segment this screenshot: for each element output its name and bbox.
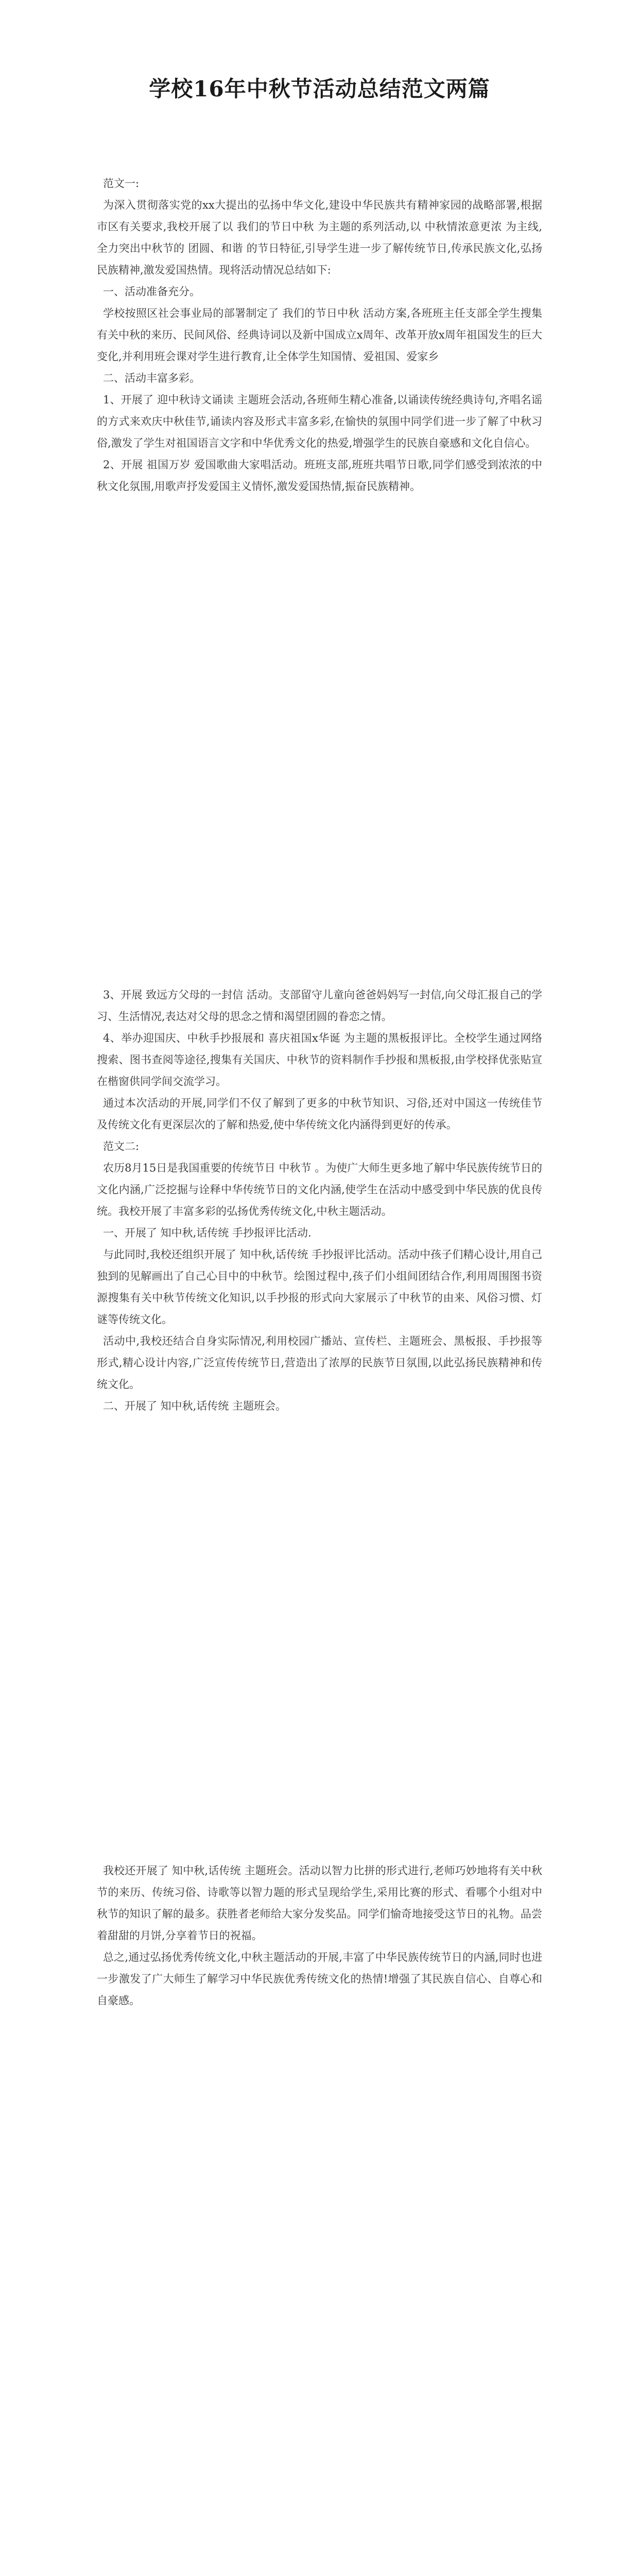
section2-part-b xyxy=(97,1860,542,2011)
section1-paragraph-2: 1、开展了 迎中秋诗文诵读 主题班会活动,各班师生精心准备,以诵读传统经典诗句,齐唱名谣的方式来欢庆中秋佳节,诵读内容及形式丰富多彩,在愉快的氛围中同学们进一步了解了中秋习俗,激发了学生对祖国语言文字和中华优秀文化的热爱,增强学生的民族自豪感和文化自信心。 xyxy=(97,394,542,449)
section1-heading-2: 二、活动丰富多彩。 xyxy=(103,372,200,384)
document-title: 学校16年中秋节活动总结范文两篇 xyxy=(149,76,490,101)
section2-label: 范文二: xyxy=(103,1140,140,1153)
section1-paragraph-1: 学校按照区社会事业局的部署制定了 我们的节日中秋 活动方案,各班班主任支部全学生搜集有关中秋的来历、民间风俗、经典诗词以及新中国成立x周年、改革开放x周年祖国发生的巨大变化,并利用班会课对学生进行教育,让全体学生知国情、爱祖国、爱家乡 xyxy=(97,307,542,363)
section1-paragraph-5: 4、举办迎国庆、中秋手抄报展和 喜庆祖国x华诞 为主题的黑板报评比。全校学生通过网络搜索、图书查阅等途径,搜集有关国庆、中秋节的资料制作手抄报和黑板报,由学校择优张贴宣在楷窗供同学间交流学习。 xyxy=(97,1032,542,1088)
section1-part-a xyxy=(97,173,542,497)
section2-heading-2: 二、开展了 知中秋,话传统 主题班会。 xyxy=(103,1400,287,1412)
section1-part-b xyxy=(97,984,542,1417)
section2-intro: 农历8月15日是我国重要的传统节日 中秋节 。为使广大师生更多地了解中华民族传统节日的文化内涵,广泛挖掘与诠释中华传统节日的文化内涵,使学生在活动中感受到中华民族的优良传统。我校开展了丰富多彩的弘扬优秀传统文化,中秋主题活动。 xyxy=(97,1162,542,1217)
section2-paragraph-4: 总之,通过弘扬优秀传统文化,中秋主题活动的开展,丰富了中华民族传统节日的内涵,同时也进一步激发了广大师生了解学习中华民族优秀传统文化的热情!增强了其民族自信心、自尊心和自豪感。 xyxy=(97,1951,542,2007)
section1-label: 范文一: xyxy=(103,177,140,190)
section1-heading-1: 一、活动准备充分。 xyxy=(103,285,200,298)
section1-paragraph-4: 3、开展 致远方父母的一封信 活动。支部留守儿童向爸爸妈妈写一封信,向父母汇报自己的学习、生活情况,表达对父母的思念之情和渴望团圆的眷恋之情。 xyxy=(97,989,542,1023)
section1-intro: 为深入贯彻落实党的xx大提出的弘扬中华文化,建设中华民族共有精神家园的战略部署,根据市区有关要求,我校开展了以 我们的节日中秋 为主题的系列活动,以 中秋情浓意更浓 为主线,全力突出中秋节的 团圆、和谐 的节日特征,引导学生进一步了解传统节日,传承民族文化,弘扬民族精神,激发爱国热情。现将活动情况总结如下: xyxy=(97,199,542,276)
section2-paragraph-2: 活动中,我校还结合自身实际情况,利用校园广播站、宣传栏、主题班会、黑板报、手抄报等形式,精心设计内容,广泛宣传传统节日,营造出了浓厚的民族节日氛围,以此弘扬民族精神和传统文化。 xyxy=(97,1335,542,1391)
section1-paragraph-3: 2、开展 祖国万岁 爱国歌曲大家唱活动。班班支部,班班共唱节日歌,同学们感受到浓浓的中秋文化氛围,用歌声抒发爱国主义情怀,激发爱国热情,振奋民族精神。 xyxy=(97,459,542,493)
section2-paragraph-3: 我校还开展了 知中秋,话传统 主题班会。活动以智力比拼的形式进行,老师巧妙地将有关中秋节的来历、传统习俗、诗歌等以智力题的形式呈现给学生,采用比赛的形式、看哪个小组对中秋节的知识了解的最多。获胜者老师给大家分发奖品。同学们愉奇地接受这节日的礼物。品尝着甜甜的月饼,分享着节日的祝福。 xyxy=(97,1865,542,1942)
section1-paragraph-6: 通过本次活动的开展,同学们不仅了解到了更多的中秋节知识、习俗,还对中国这一传统佳节及传统文化有更深层次的了解和热爱,使中华传统文化内涵得到更好的传承。 xyxy=(97,1097,542,1131)
section2-heading-1: 一、开展了 知中秋,话传统 手抄报评比活动. xyxy=(103,1227,312,1239)
section2-paragraph-1: 与此同时,我校还组织开展了 知中秋,话传统 手抄报评比活动。活动中孩子们精心设计,用自己独到的见解画出了自己心目中的中秋节。绘图过程中,孩子们小组间团结合作,利用周围图书资源搜集有关中秋节传统文化知识,以手抄报的形式向大家展示了中秋节的由来、风俗习惯、灯谜等传统文化。 xyxy=(97,1248,542,1326)
